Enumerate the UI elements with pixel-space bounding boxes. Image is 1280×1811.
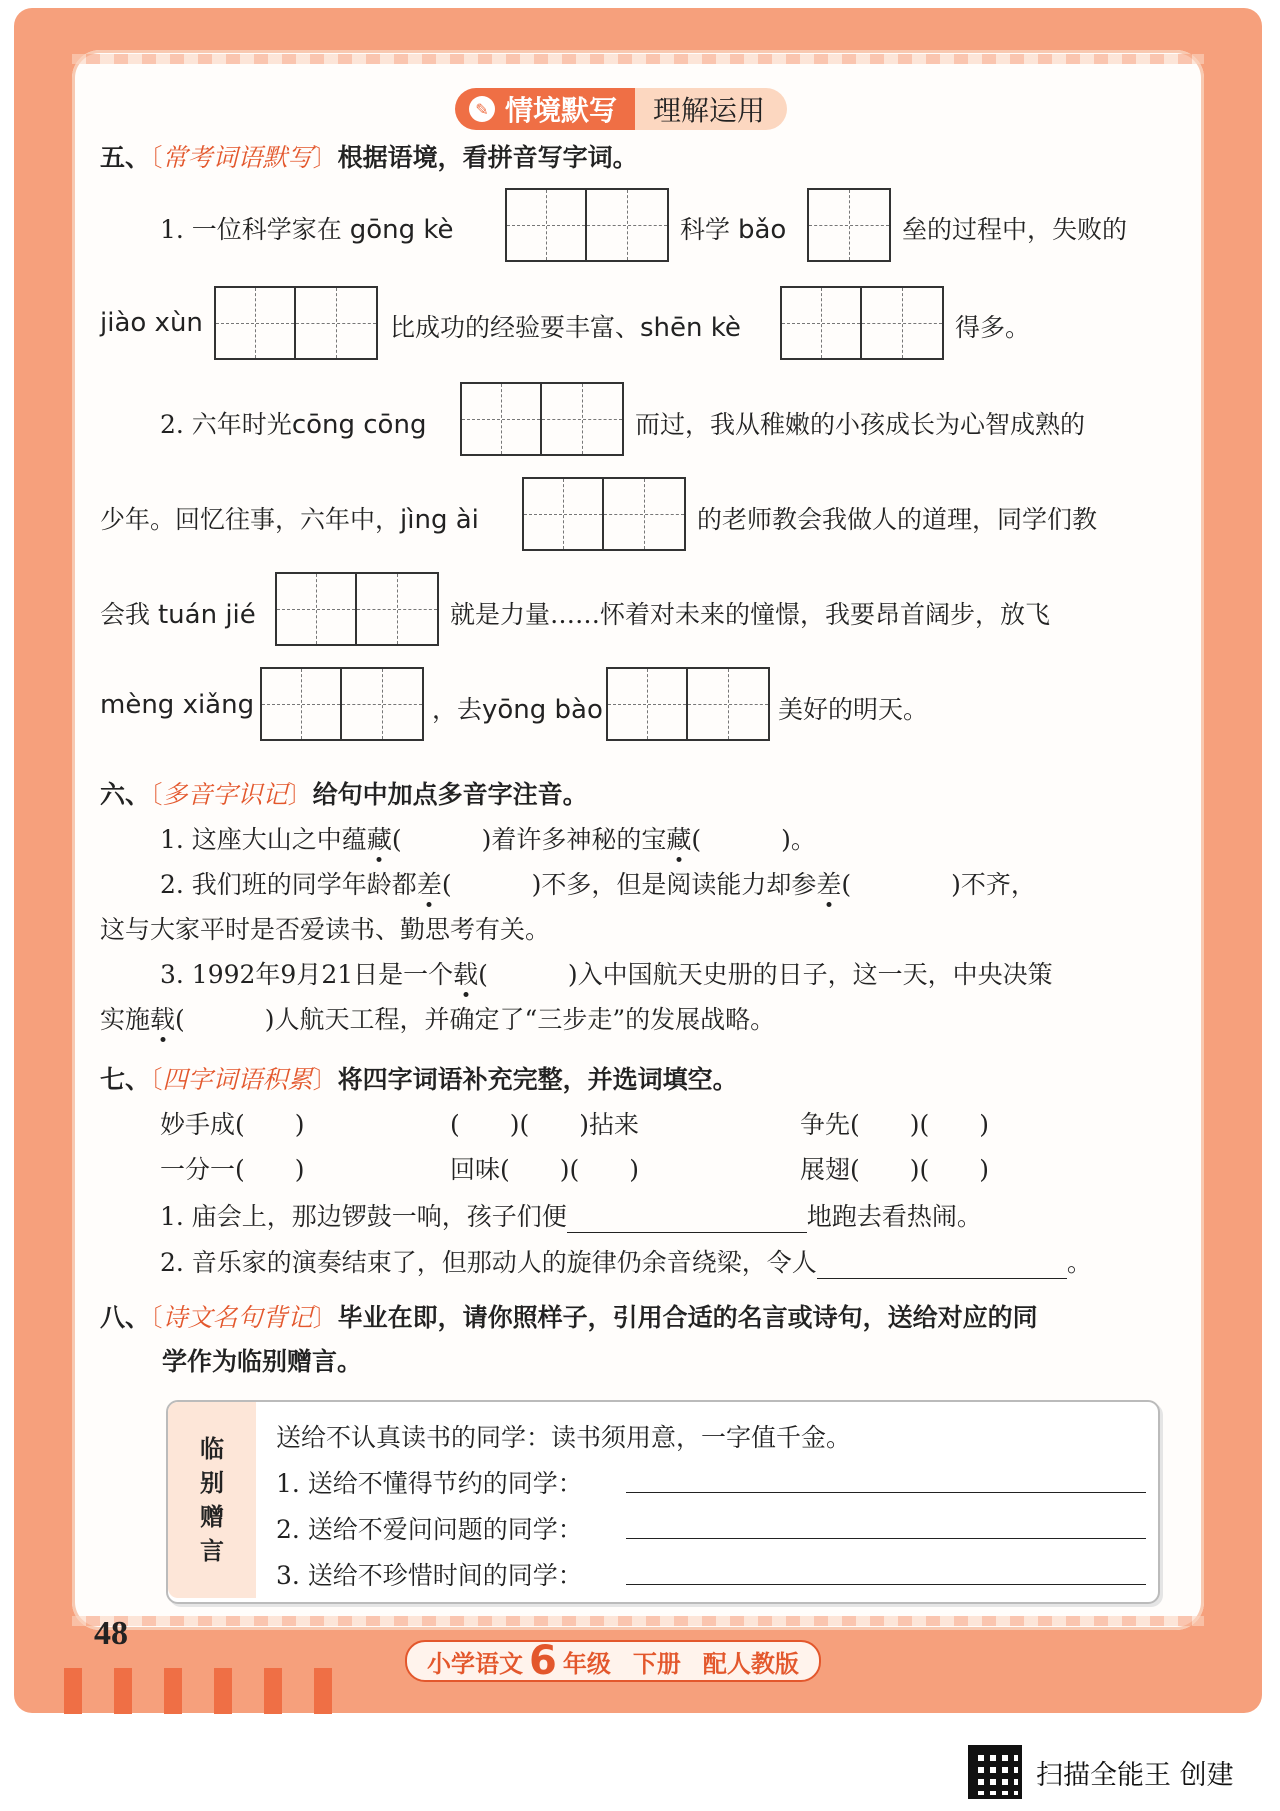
section6-title: 六、〔多音字识记〕给句中加点多音字注音。 — [100, 780, 588, 809]
header-right-tag — [635, 88, 787, 130]
answer-grid[interactable] — [780, 286, 944, 360]
answer-grid[interactable] — [522, 477, 686, 551]
answer-grid[interactable] — [505, 188, 669, 262]
dotted-char: 差 — [816, 870, 842, 899]
answer-grid[interactable] — [275, 572, 439, 646]
farewell-item: 1. 送给不懂得节约的同学： — [276, 1464, 583, 1500]
edition-label: 配人教版 — [702, 1649, 799, 1678]
dotted-char: 差 — [416, 870, 442, 899]
pinyin: jìng ài — [400, 505, 479, 535]
s5-line5-suffix: 就是力量……怀着对未来的憧憬，我要昂首阔步，放飞 — [450, 600, 1051, 629]
answer-line[interactable] — [626, 1584, 1146, 1585]
s5-line4-prefix: 少年。回忆往事，六年中，jìng ài — [100, 505, 479, 535]
section5-instruction: 根据语境，看拼音写字词。 — [337, 143, 638, 172]
s5-line3-prefix: 2. 六年时光cōng cōng — [160, 410, 427, 440]
pinyin: jiào xùn — [100, 308, 203, 338]
s6-q3b: 实施载( )人航天工程，并确定了“三步走”的发展战略。 — [100, 1005, 776, 1034]
s5-line1-prefix: 1. 一位科学家在 gōng kè — [160, 215, 454, 245]
farewell-example: 送给不认真读书的同学：读书须用意，一字值千金。 — [276, 1423, 852, 1452]
section7-title: 七、〔四字词语积累〕将四字词语补充完整，并选词填空。 — [100, 1065, 738, 1094]
s6-q2: 2. 我们班的同学年龄都差( )不多，但是阅读能力却参差( )不齐， — [160, 870, 1036, 899]
section8-title: 八、〔诗文名句背记〕毕业在即，请你照样子，引用合适的名言或诗句，送给对应的同 — [100, 1303, 1038, 1332]
volume-label: 下册 — [632, 1649, 681, 1678]
section-header-tag — [455, 86, 787, 132]
grade-number: 6 — [529, 1638, 557, 1684]
wave-decoration-bottom — [72, 1616, 1204, 1626]
answer-line[interactable] — [626, 1492, 1146, 1493]
farewell-item: 2. 送给不爱问问题的同学： — [276, 1510, 583, 1546]
pinyin: bǎo — [737, 215, 787, 245]
s5-line6-suffix: 美好的明天。 — [778, 695, 929, 724]
s6-q3: 3. 1992年9月21日是一个载( )入中国航天史册的日子，这一天，中央决策 — [160, 960, 1053, 989]
section8-instruction-cont: 学作为临别赠言。 — [162, 1347, 363, 1376]
section5-tag: 常考词语默写 — [162, 143, 313, 172]
book-info-tag — [405, 1640, 821, 1682]
page-number: 48 — [94, 1615, 128, 1652]
section5-title — [100, 138, 638, 174]
header-right-label: 理解运用 — [653, 94, 766, 127]
dotted-char: 载 — [150, 1005, 176, 1034]
bracket-close: 〕 — [312, 143, 338, 172]
stamp-icon: ✎ — [469, 96, 495, 122]
s5-line5-prefix: 会我 tuán jié — [100, 600, 256, 630]
pinyin: cōng cōng — [291, 410, 427, 440]
answer-grid[interactable] — [260, 667, 424, 741]
answer-grid[interactable] — [460, 382, 624, 456]
answer-grid[interactable] — [807, 188, 891, 262]
bracket-open: 〔 — [150, 143, 163, 172]
s7-q2: 2. 音乐家的演奏结束了，但那动人的旋律仍余音绕梁，令人 。 — [160, 1248, 1092, 1277]
idiom-blank[interactable]: 争先( )( ) — [800, 1110, 990, 1139]
idiom-blank[interactable]: 回味( )( ) — [450, 1155, 640, 1184]
s5-line1-suffix: 垒的过程中，失败的 — [902, 215, 1128, 244]
idiom-blank[interactable]: 一分一( ) — [160, 1155, 305, 1184]
answer-line[interactable] — [626, 1538, 1146, 1539]
subject-label: 小学语文 — [427, 1649, 523, 1678]
section7-instruction: 将四字词语补充完整，并选词填空。 — [337, 1065, 738, 1094]
section6-instruction: 给句中加点多音字注音。 — [312, 780, 588, 809]
farewell-label: 临 别 赠 言 — [168, 1402, 256, 1598]
s5-line2-suffix: 得多。 — [955, 313, 1031, 342]
s5-line3-suffix: 而过，我从稚嫩的小孩成长为心智成熟的 — [635, 410, 1086, 439]
section6-tag: 多音字识记 — [162, 780, 288, 809]
qr-code-icon — [968, 1745, 1022, 1799]
scanner-label: 扫描全能王 创建 — [1036, 1759, 1234, 1791]
s7-q1: 1. 庙会上，那边锣鼓一响，孩子们便 地跑去看热闹。 — [160, 1202, 982, 1231]
answer-line[interactable] — [817, 1254, 1067, 1279]
section5-number: 五、 — [100, 143, 151, 172]
header-left-tag — [455, 88, 635, 130]
answer-line[interactable] — [567, 1208, 807, 1233]
s6-q2b: 这与大家平时是否爱读书、勤思考有关。 — [100, 915, 551, 944]
idiom-blank[interactable]: 展翅( )( ) — [800, 1155, 990, 1184]
dotted-char: 藏 — [666, 825, 692, 854]
s5-line2-mid: 比成功的经验要丰富、shēn kè — [390, 313, 741, 343]
pinyin: yōng bào — [482, 695, 603, 725]
s5-line4-suffix: 的老师教会我做人的道理，同学们教 — [697, 505, 1098, 534]
idiom-blank[interactable]: ( )( )拈来 — [450, 1110, 640, 1139]
answer-grid[interactable] — [606, 667, 770, 741]
dotted-char: 载 — [453, 960, 479, 989]
s5-line1-mid: 科学 bǎo — [680, 215, 787, 245]
section8-instruction: 毕业在即，请你照样子，引用合适的名言或诗句，送给对应的同 — [337, 1303, 1038, 1332]
s5-line6-mid: ，去yōng bào — [432, 695, 603, 725]
section7-tag: 四字词语积累 — [162, 1065, 313, 1094]
wave-decoration-top — [72, 54, 1204, 64]
idiom-blank[interactable]: 妙手成( ) — [160, 1110, 305, 1139]
pinyin: shēn kè — [640, 313, 741, 343]
pinyin: mèng xiǎng — [100, 690, 255, 720]
farewell-item: 3. 送给不珍惜时间的同学： — [276, 1556, 583, 1592]
answer-grid[interactable] — [214, 286, 378, 360]
grade-label: 年级 — [562, 1649, 611, 1678]
farewell-box — [166, 1400, 1160, 1604]
decorative-stripes — [64, 1668, 364, 1714]
scanner-watermark — [968, 1745, 1234, 1799]
s6-q1: 1. 这座大山之中蕴藏( )着许多神秘的宝藏( )。 — [160, 825, 816, 854]
dotted-char: 藏 — [366, 825, 392, 854]
pinyin: gōng kè — [349, 215, 454, 245]
section8-tag: 诗文名句背记 — [162, 1303, 313, 1332]
header-left-label: 情境默写 — [505, 94, 618, 127]
pinyin: tuán jié — [157, 600, 256, 630]
